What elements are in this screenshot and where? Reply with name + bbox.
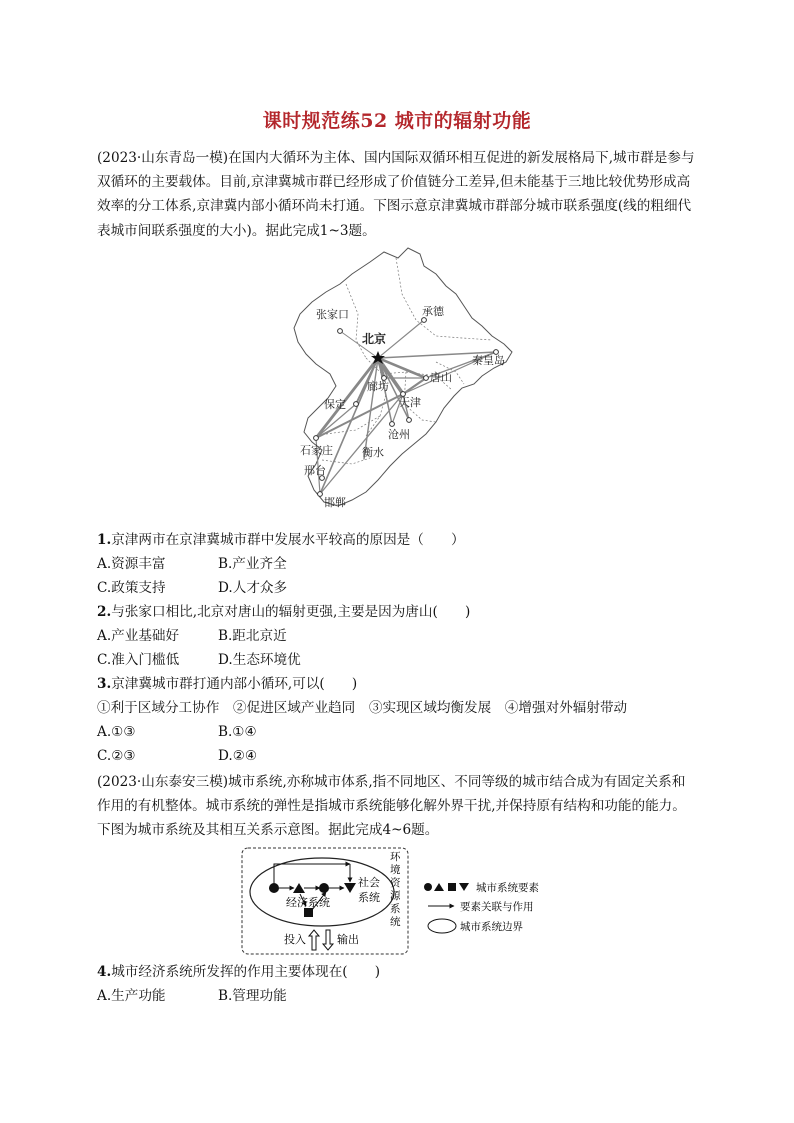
option-c[interactable]: C.政策支持: [97, 580, 166, 596]
legend-boundary-icon: [428, 919, 456, 933]
option-b[interactable]: B.距北京近: [218, 628, 287, 644]
label-zhangjiakou: 张家口: [316, 308, 349, 321]
jingjinji-map: [286, 244, 522, 514]
env-char-1: 环: [390, 851, 401, 863]
city-marker-chengde: [422, 318, 427, 323]
region-outline: [294, 248, 512, 506]
economic-system-label: 经济系统: [286, 896, 330, 909]
city-marker-cangzhou: [407, 418, 412, 423]
output-arrow-icon: [323, 930, 333, 950]
label-handan: 邯郸: [324, 496, 346, 509]
statement-list: ①利于区域分工协作 ②促进区域产业趋同 ③实现区域均衡发展 ④增强对外辐射带动: [97, 700, 628, 716]
env-char-3: 资: [390, 877, 401, 889]
question-2: [97, 602, 470, 622]
option-a[interactable]: A.产业基础好: [97, 628, 180, 644]
label-baoding: 保定: [324, 398, 346, 411]
question-4: [97, 962, 380, 982]
env-char-6: 统: [390, 916, 401, 928]
option-b[interactable]: B.产业齐全: [218, 556, 287, 572]
label-tangshan: 唐山: [430, 371, 452, 384]
label-beijing: 北京: [362, 332, 387, 346]
option-d[interactable]: D.生态环境优: [218, 652, 301, 668]
option-a[interactable]: A.生产功能: [97, 988, 166, 1004]
output-label: 输出: [337, 933, 359, 946]
label-hengshui: 衡水: [362, 446, 384, 459]
label-tianjin: 天津: [399, 396, 421, 409]
city-marker-shijiazhuang: [314, 436, 319, 441]
option-a[interactable]: A.①③: [97, 724, 136, 740]
label-qinhuangdao: 秦皇岛: [472, 354, 505, 367]
question-text: 京津冀城市群打通内部小循环,可以( ): [111, 676, 358, 692]
question-text: 与张家口相比,北京对唐山的辐射更强,主要是因为唐山( ): [111, 604, 471, 620]
social-system-label-1: 社会: [358, 876, 380, 889]
circle-element-icon: [269, 883, 279, 893]
option-a[interactable]: A.资源丰富: [97, 556, 166, 572]
env-char-4: 源: [390, 890, 401, 902]
legend-boundary-text: 城市系统边界: [460, 921, 523, 933]
legend-triangle-icon: [434, 883, 444, 891]
system-diagram-svg: [240, 846, 560, 956]
intro-paragraph-1: (2023·山东青岛一模)在国内大循环为主体、国内国际双循环相互促进的新发展格局下,城市群是参与双循环的主要载体。目前,京津冀城市群已经形成了价值链分工差异,但未能基于三地比较优势形成高效率的分工体系,京津冀内部小循环尚未打通。下图示意京津冀城市群部分城市联系强度(线的粗细代表城市间联系强度的大小)。据此完成1~3题。: [97, 150, 695, 239]
legend-elements-text: 城市系统要素: [476, 882, 539, 894]
city-marker-baoding: [354, 402, 359, 407]
intro-paragraph-2: (2023·山东泰安三模)城市系统,亦称城市体系,指不同地区、不同等级的城市结合成为有固定关系和作用的有机整体。城市系统的弹性是指城市系统能够化解外界干扰,并保持原有结构和功能的能力。下图为城市系统及其相互关系示意图。据此完成4~6题。: [97, 774, 686, 839]
input-arrow-icon: [309, 930, 319, 950]
city-system-diagram: [240, 846, 560, 956]
input-label: 投入: [284, 933, 306, 946]
circle-element-icon: [319, 883, 329, 893]
label-chengde: 承德: [422, 305, 444, 318]
city-marker-handan: [318, 492, 323, 497]
triangle-element-icon: [293, 883, 305, 893]
option-c[interactable]: C.②③: [97, 748, 136, 764]
question-text: 城市经济系统所发挥的作用主要体现在( ): [111, 964, 381, 980]
city-marker-tangshan: [424, 376, 429, 381]
option-c[interactable]: C.准入门槛低: [97, 652, 180, 668]
question-number: 2.: [97, 604, 112, 620]
inverted-triangle-element-icon: [344, 883, 356, 893]
question-3: [97, 674, 357, 694]
legend-arrow-text: 要素关联与作用: [460, 901, 534, 913]
option-b[interactable]: B.管理功能: [218, 988, 287, 1004]
legend-square-icon: [448, 883, 456, 891]
question-number: 4.: [97, 964, 112, 980]
label-cangzhou: 沧州: [388, 428, 410, 441]
city-marker-zhangjiakou: [338, 329, 343, 334]
option-b[interactable]: B.①④: [218, 724, 257, 740]
question-number: 3.: [97, 676, 112, 692]
city-link-map: [286, 244, 522, 514]
city-marker-hengshui: [390, 422, 395, 427]
env-char-2: 境: [390, 864, 401, 876]
question-text: 京津两市在京津冀城市群中发展水平较高的原因是（ ）: [111, 532, 465, 548]
label-shijiazhuang: 石家庄: [300, 444, 333, 457]
option-d[interactable]: D.人才众多: [218, 580, 288, 596]
legend-inverted-triangle-icon: [459, 883, 469, 891]
page-title: 课时规范练52 城市的辐射功能: [262, 110, 532, 132]
option-d[interactable]: D.②④: [218, 748, 258, 764]
question-1: [97, 530, 465, 550]
social-system-label-2: 系统: [358, 891, 380, 904]
env-char-5: 系: [390, 903, 401, 915]
question-number: 1.: [97, 532, 112, 548]
label-langfang: 廊坊: [367, 380, 389, 393]
label-xingtai: 邢台: [304, 464, 326, 477]
legend-circle-icon: [424, 883, 432, 891]
square-element-icon: [304, 908, 313, 917]
